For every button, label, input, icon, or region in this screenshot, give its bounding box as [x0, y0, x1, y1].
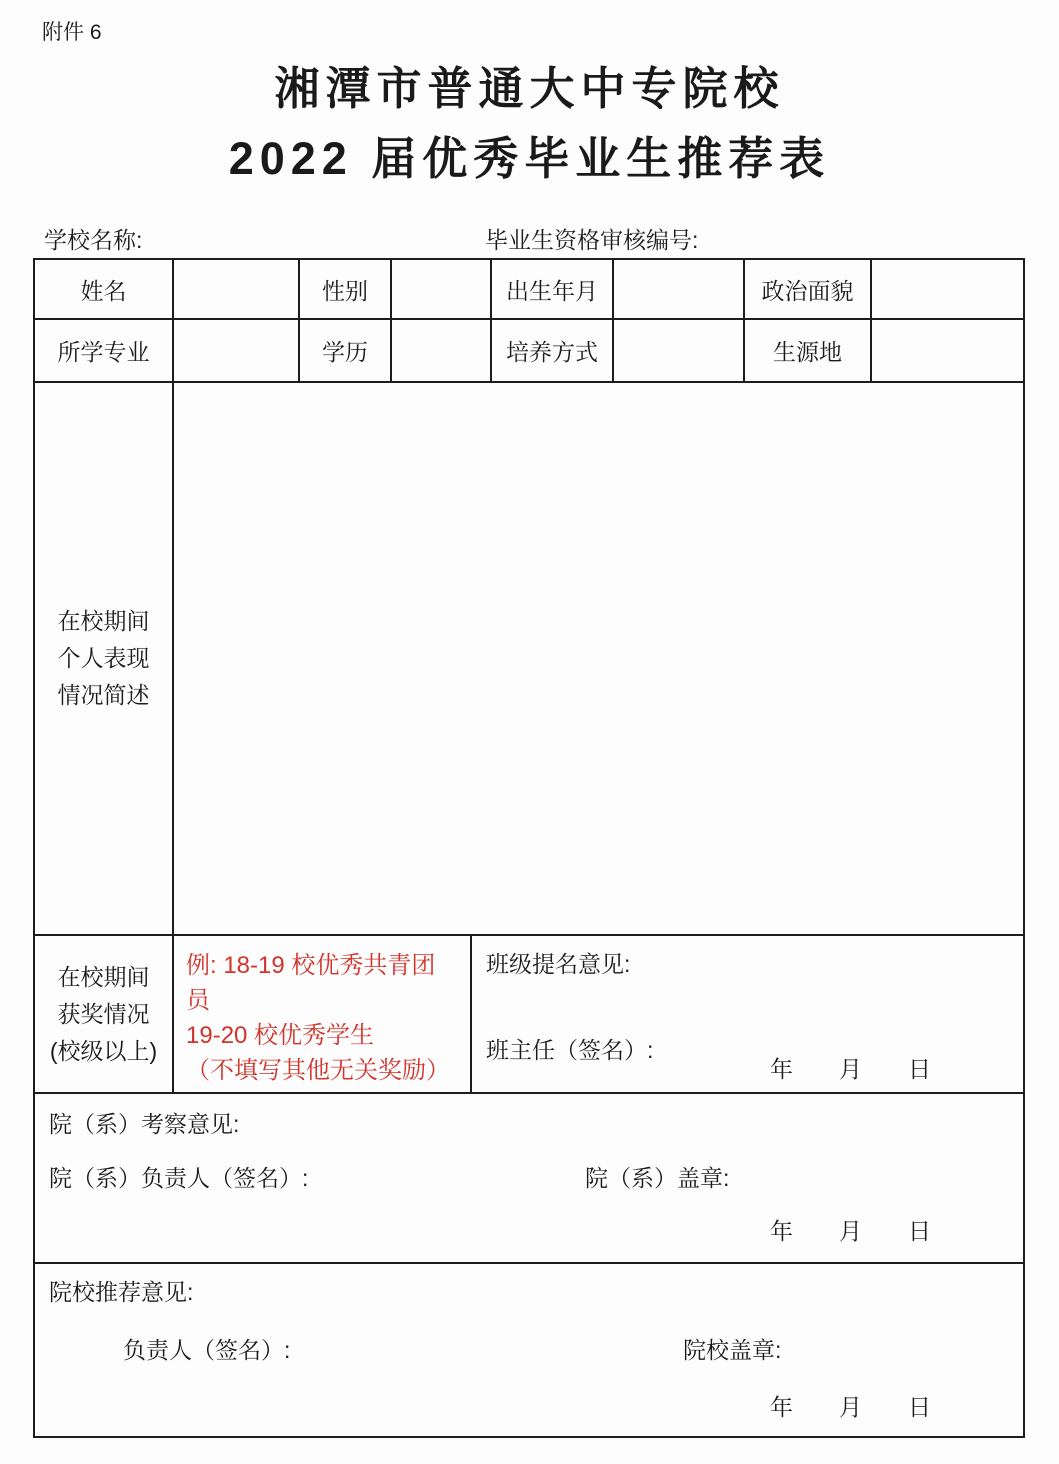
- dept-date-line: 年 月 日: [770, 1218, 931, 1244]
- table-row-basic-1: [35, 260, 1023, 320]
- gender-value-cell: [392, 260, 492, 318]
- political-status-value-cell: [872, 260, 1023, 318]
- form-title-line2: 2022 届优秀毕业生推荐表: [228, 133, 831, 184]
- dept-review-title: 院（系）考察意见:: [49, 1111, 240, 1137]
- degree-value-cell: [392, 320, 492, 381]
- school-date-line: 年 月 日: [770, 1394, 931, 1420]
- awards-example-line: 19-20 校优秀学生: [186, 1022, 375, 1049]
- school-recommend-title: 院校推荐意见:: [49, 1279, 194, 1305]
- table-row-school-recommend: [35, 1264, 1023, 1436]
- table-row-awards: [35, 936, 1023, 1094]
- table-row-dept-review: [35, 1094, 1023, 1264]
- origin-value-cell: [872, 320, 1023, 381]
- awards-example-line: （不填写其他无关奖励）: [186, 1057, 450, 1084]
- origin-label-cell: 生源地: [745, 320, 872, 381]
- awards-label-cell: [35, 936, 174, 1092]
- info-line: [0, 222, 1059, 252]
- major-label-cell: 所学专业: [35, 320, 174, 381]
- birth-date-label-cell: 出生年月: [492, 260, 614, 318]
- class-nomination-cell: [472, 936, 1023, 1092]
- school-seal-label: 院校盖章:: [683, 1337, 782, 1363]
- principal-sign-label: 负责人（签名）:: [123, 1337, 291, 1363]
- performance-content-area: [174, 383, 1023, 934]
- performance-label-cell: [35, 383, 174, 934]
- school-name-label: 学校名称:: [44, 227, 143, 253]
- attachment-label: 附件 6: [42, 21, 102, 44]
- birth-date-value-cell: [614, 260, 745, 318]
- gender-label-cell: 性别: [300, 260, 392, 318]
- name-value-cell: [174, 260, 300, 318]
- class-date-line: 年 月 日: [770, 1056, 931, 1082]
- awards-example-note: [174, 936, 470, 1096]
- dept-review-cell: [35, 1094, 1023, 1262]
- awards-example-line: 例: 18-19 校优秀共青团员: [186, 952, 436, 1014]
- class-nomination-title: 班级提名意见:: [486, 951, 631, 977]
- table-row-basic-2: [35, 320, 1023, 383]
- major-value-cell: [174, 320, 300, 381]
- awards-example-cell: [174, 936, 472, 1092]
- training-mode-label-cell: 培养方式: [492, 320, 614, 381]
- name-label-cell: 姓名: [35, 260, 174, 318]
- training-mode-value-cell: [614, 320, 745, 381]
- school-recommend-cell: [35, 1264, 1023, 1436]
- degree-label-cell: 学历: [300, 320, 392, 381]
- table-row-performance: [35, 383, 1023, 936]
- performance-label: 在校期间 个人表现 情况简述: [57, 608, 150, 708]
- recommendation-form-table: [33, 258, 1025, 1438]
- dept-head-sign-label: 院（系）负责人（签名）:: [49, 1165, 309, 1191]
- political-status-label-cell: 政治面貌: [745, 260, 872, 318]
- form-title-line1: 湘潭市普通大中专院校: [274, 63, 785, 114]
- head-teacher-sign-label: 班主任（签名）:: [486, 1037, 654, 1063]
- form-title: [0, 54, 1059, 194]
- awards-label: 在校期间 获奖情况 (校级以上): [49, 963, 158, 1064]
- dept-seal-label: 院（系）盖章:: [585, 1165, 730, 1191]
- audit-number-label: 毕业生资格审核编号:: [485, 227, 699, 253]
